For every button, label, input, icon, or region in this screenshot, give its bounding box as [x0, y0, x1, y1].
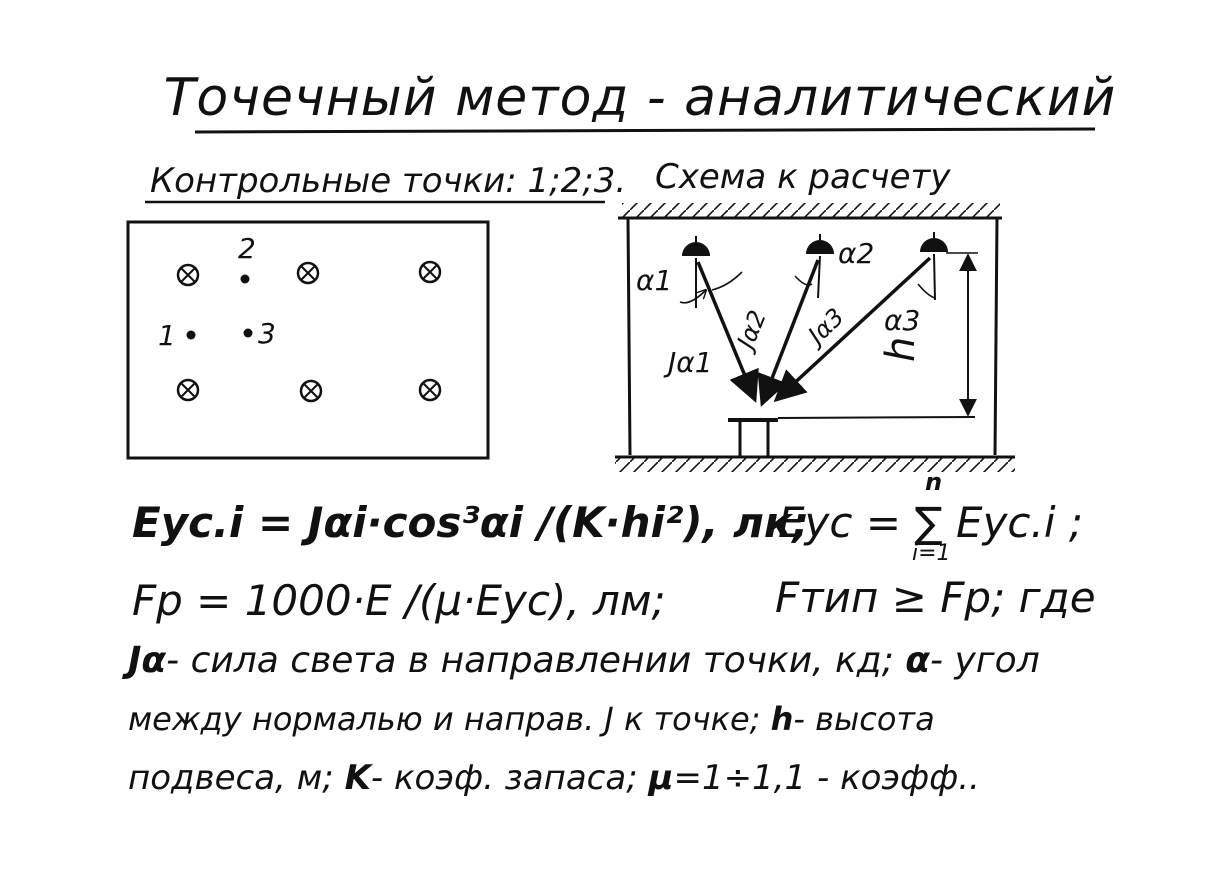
- normal-line-3: [934, 254, 935, 300]
- left-wall: [628, 218, 630, 455]
- work-plane-line: [778, 417, 975, 418]
- angle-label-2: α2: [838, 237, 875, 270]
- right-wall: [995, 218, 997, 455]
- total-illuminance-formula: Eyc = ∑ Eyc.i ;: [778, 498, 1084, 547]
- symbol-angle: α: [905, 640, 931, 681]
- intensity-label-1: Jα1: [668, 346, 713, 379]
- luminaire-symbol: [420, 262, 440, 282]
- angle-definition-start: - угол: [930, 640, 1040, 681]
- luminaire-symbol: [298, 263, 318, 283]
- luminaire-symbol: [178, 380, 198, 400]
- right-subtitle: Схема к расчету: [655, 157, 951, 197]
- control-point-2: [241, 275, 250, 284]
- angle-arc-1: [680, 290, 706, 303]
- symbol-intensity: Jα: [128, 640, 167, 681]
- room-outline: [128, 222, 488, 458]
- angle-label-1: α1: [636, 264, 673, 297]
- ceiling-hatch: [622, 203, 1000, 217]
- control-point-1: [187, 331, 196, 340]
- luminaire-1: [682, 242, 710, 256]
- height-definition-start: - высота: [793, 700, 935, 738]
- mu-definition: =1÷1,1 - коэфф..: [673, 758, 980, 798]
- intensity-label-3: Jα3: [802, 302, 850, 350]
- control-point-label: 3: [258, 317, 276, 350]
- lamp-flux-condition: Fтип ≥ Fp; где: [775, 573, 1096, 622]
- sum-upper-limit: n: [925, 468, 943, 496]
- description-line-2: [128, 700, 935, 738]
- luminaire-3: [920, 238, 948, 252]
- control-point-label: 1: [158, 319, 176, 352]
- formulas: [132, 468, 1096, 625]
- luminaire-2: [806, 240, 834, 254]
- description-line-1: [128, 640, 1040, 681]
- symbol-height: h: [770, 700, 794, 738]
- luminaire-symbol: [178, 265, 198, 285]
- angle-arc-1b: [712, 272, 742, 290]
- floor-hatch: [615, 458, 1015, 472]
- angle-label-3: α3: [884, 304, 921, 337]
- symbol-safety-factor: K: [344, 758, 371, 798]
- control-point-3: [244, 329, 253, 338]
- luminaire-symbol: [301, 381, 321, 401]
- title-underline: [195, 129, 1095, 132]
- room-plan: [128, 222, 488, 458]
- intensity-definition: - сила света в направлении точки, кд;: [166, 640, 894, 681]
- height-label: h: [878, 336, 924, 362]
- angle-definition-end: между нормалью и направ. J к точке;: [128, 700, 761, 738]
- left-subtitle: Контрольные точки: 1;2;3.: [150, 161, 627, 201]
- angle-arc-3: [918, 284, 935, 298]
- symbol-mu: μ: [648, 758, 674, 798]
- intensity-label-2: Jα2: [731, 306, 772, 353]
- description-line-3: [128, 758, 980, 798]
- luminaire-symbol: [420, 380, 440, 400]
- sum-lower-limit: i=1: [912, 541, 951, 566]
- control-point-label: 2: [238, 232, 256, 265]
- calculation-scheme: [615, 203, 1015, 472]
- safety-factor-definition: - коэф. запаса;: [370, 758, 638, 798]
- flux-formula: Fp = 1000·E /(μ·Eyc), лм;: [132, 576, 666, 625]
- page-title: Точечный метод - аналитический: [163, 68, 1117, 128]
- height-definition-end: подвеса, м;: [128, 758, 334, 798]
- illuminance-formula: Eyc.i = Jαi·cos³αi /(K·hi²), лк;: [132, 498, 810, 547]
